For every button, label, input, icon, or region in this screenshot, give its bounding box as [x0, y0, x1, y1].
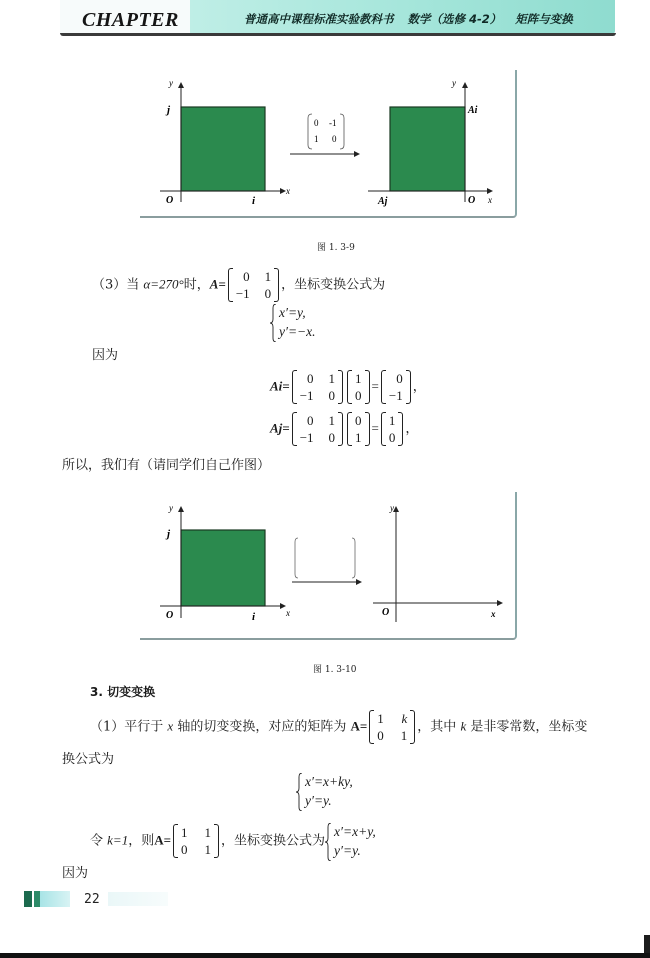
shear-paragraph-1-cont: 换公式为	[62, 752, 115, 767]
footer-faded-text	[108, 892, 168, 906]
figure-2-svg	[140, 492, 517, 640]
empty-matrix-right-bracket	[352, 538, 355, 578]
case-3-line: （3）当 α=270°时，A= 0 1 −1 0 ，坐标变换公式为	[92, 269, 386, 301]
scan-edge	[644, 935, 650, 953]
shear-matrix: 1 k 0 1	[369, 710, 415, 744]
svg-text:Aj: Aj	[378, 196, 388, 207]
chapter-label: CHAPTER	[82, 9, 179, 31]
running-title	[244, 11, 573, 27]
svg-text:y: y	[169, 78, 173, 88]
book-title: 普通高中课程标准实验教科书	[244, 12, 394, 26]
header-rule	[60, 33, 616, 36]
subject-title: 数学（选修 4-2）	[407, 12, 502, 26]
svg-text:j: j	[167, 104, 171, 116]
Aj-equation: Aj= 0 1 −1 0 0 1 = 1 0 ，	[270, 413, 419, 445]
unit-square	[181, 530, 265, 606]
left-brace-icon	[270, 304, 277, 342]
svg-text:y: y	[452, 78, 456, 88]
left-brace-icon	[296, 773, 303, 811]
because-1: 因为	[92, 348, 119, 363]
transformed-square	[390, 107, 465, 191]
page-header	[0, 0, 650, 40]
svg-text:Ai: Ai	[468, 105, 478, 116]
svg-text:x: x	[488, 195, 492, 205]
svg-text:O: O	[166, 610, 174, 621]
section-title: 矩阵与变换	[515, 12, 573, 26]
svg-text:O: O	[468, 195, 476, 206]
page-number: 22	[84, 892, 100, 907]
svg-text:y: y	[390, 503, 394, 513]
svg-text:i: i	[252, 611, 256, 623]
svg-text:-1: -1	[329, 118, 337, 128]
let-k-line: 令 k=1，则A= 1 1 0 1 ，坐标变换公式为 x′=x+y, y′=y.	[90, 822, 376, 860]
shear-system: x′=x+ky, y′=y.	[296, 772, 353, 810]
shear-paragraph-1: （1）平行于 x 轴的切变变换，对应的矩阵为 A= 1 k 0 1 ，其中 k 是非零常数，坐标变	[90, 711, 588, 743]
footer-decor-bar	[24, 891, 32, 907]
let-matrix: 1 1 0 1	[173, 824, 219, 858]
bottom-edge	[0, 953, 650, 958]
left-brace-icon	[325, 823, 332, 861]
svg-text:x: x	[491, 609, 496, 619]
svg-text:i: i	[252, 195, 256, 207]
svg-text:1: 1	[314, 134, 319, 144]
section-heading-shear: 3. 切变变换	[90, 685, 156, 699]
svg-text:0: 0	[314, 118, 319, 128]
so-we-have: 所以，我们有（请同学们自己作图）	[62, 458, 271, 473]
figure-2-caption: 图 1. 3-10	[313, 665, 357, 675]
figure-1-3-9	[140, 70, 517, 218]
figure-1-3-10	[140, 492, 517, 640]
footer-decor-gradient	[40, 891, 70, 907]
Ai-equation: Ai= 0 1 −1 0 1 0 = 0 −1 ，	[270, 371, 426, 403]
figure-1-svg	[140, 70, 517, 218]
transform-system-270: x′=y, y′=−x.	[270, 303, 316, 341]
svg-text:O: O	[382, 607, 390, 618]
svg-text:0: 0	[332, 134, 337, 144]
figure-1-caption: 图 1. 3-9	[317, 243, 355, 253]
svg-text:j: j	[167, 528, 171, 540]
because-2: 因为	[62, 866, 89, 881]
matrix-A-270: 0 1 −1 0	[228, 268, 279, 302]
svg-text:x: x	[286, 608, 290, 618]
svg-text:y: y	[169, 503, 173, 513]
svg-text:x: x	[286, 186, 290, 196]
empty-matrix-left-bracket	[295, 538, 298, 578]
svg-text:O: O	[166, 195, 174, 206]
unit-square	[181, 107, 265, 191]
